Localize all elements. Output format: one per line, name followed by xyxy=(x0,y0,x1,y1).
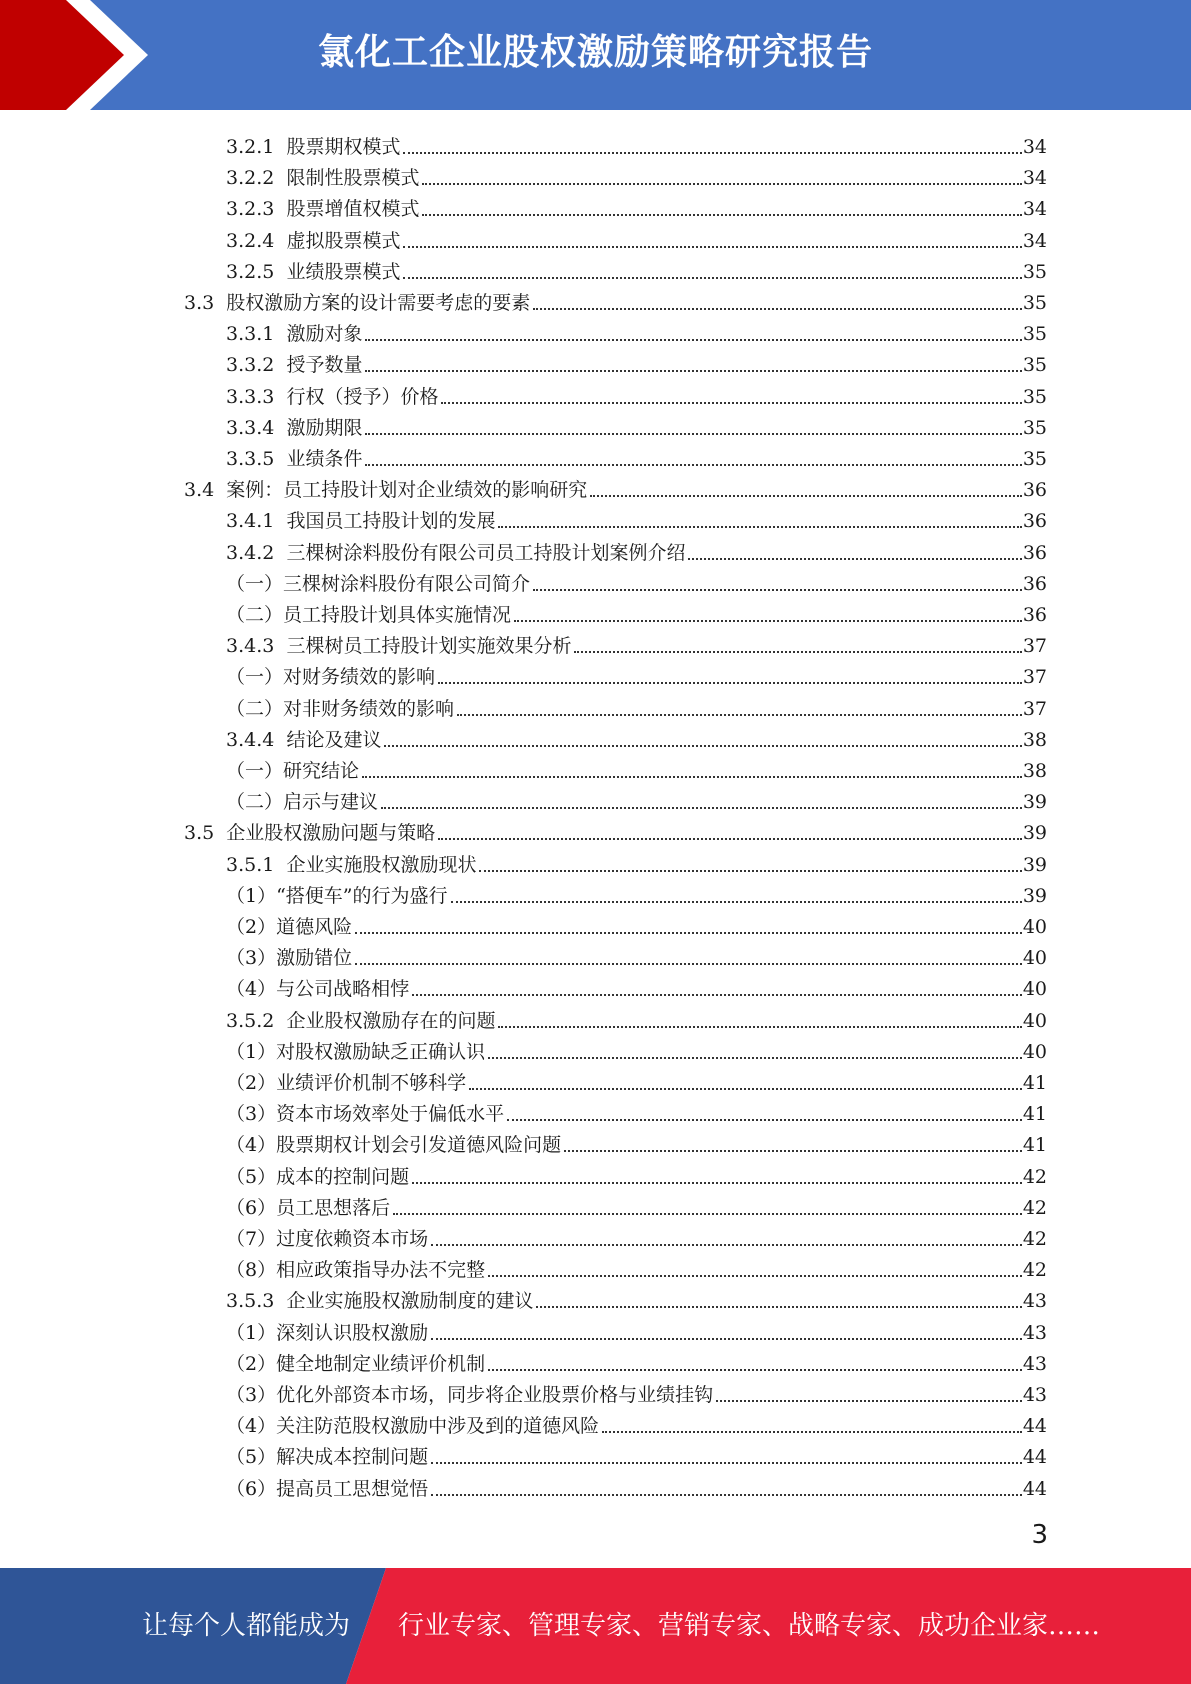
toc-entry-page: 38 xyxy=(1022,760,1047,782)
toc-dot-leader xyxy=(498,526,1021,528)
toc-entry[interactable] xyxy=(226,1064,1047,1095)
report-title: 氯化工企业股权激励策略研究报告 xyxy=(317,32,873,73)
toc-entry-page: 44 xyxy=(1022,1446,1047,1469)
toc-entry-page: 43 xyxy=(1022,1321,1047,1344)
toc-entry-title: （4）股票期权计划会引发道德风险问题 xyxy=(226,1134,562,1157)
toc-dot-leader xyxy=(365,370,1021,372)
toc-entry-number: 3.3.3 xyxy=(226,385,287,408)
toc-entry[interactable] xyxy=(226,440,1047,471)
toc-entry[interactable] xyxy=(226,1376,1047,1407)
toc-entry[interactable] xyxy=(226,315,1047,346)
toc-entry-page: 43 xyxy=(1022,1384,1047,1406)
toc-entry[interactable] xyxy=(226,846,1047,877)
toc-entry-page: 43 xyxy=(1022,1290,1047,1313)
toc-entry-page: 40 xyxy=(1022,916,1047,938)
toc-entry-page: 36 xyxy=(1022,541,1047,564)
toc-dot-leader xyxy=(590,495,1022,497)
toc-dot-leader xyxy=(431,1338,1022,1340)
toc-dot-leader xyxy=(403,246,1021,248)
toc-entry-title: 业绩条件 xyxy=(286,448,363,470)
page-footer xyxy=(0,1568,1191,1684)
toc-entry-title: （一）对财务绩效的影响 xyxy=(226,666,436,689)
toc-entry-title: 企业股权激励问题与策略 xyxy=(226,822,436,845)
toc-entry-page: 42 xyxy=(1022,1196,1047,1219)
page-number: 3 xyxy=(1031,1520,1048,1550)
toc-entry[interactable] xyxy=(226,534,1047,565)
toc-entry-number: 3.4.3 xyxy=(226,635,287,658)
toc-entry-page: 42 xyxy=(1022,1259,1047,1282)
toc-entry[interactable] xyxy=(226,939,1047,970)
toc-dot-leader xyxy=(422,183,1021,185)
toc-entry[interactable] xyxy=(184,814,1047,845)
toc-entry-title: 企业实施股权激励现状 xyxy=(286,853,477,876)
toc-entry-title: （3）资本市场效率处于偏低水平 xyxy=(226,1103,505,1126)
toc-entry-title: 激励对象 xyxy=(286,323,363,346)
toc-entry[interactable] xyxy=(226,1002,1047,1033)
toc-entry-title: （一）三棵树涂料股份有限公司简介 xyxy=(226,572,531,595)
toc-entry-page: 36 xyxy=(1022,604,1047,626)
footer-slogan-left: 让每个人都能成为 xyxy=(142,1611,351,1641)
toc-entry-number: 3.2.2 xyxy=(226,167,287,190)
toc-entry-title: 股票增值权模式 xyxy=(286,198,420,221)
toc-entry[interactable] xyxy=(226,877,1047,908)
toc-entry-page: 34 xyxy=(1022,167,1047,190)
toc-entry[interactable] xyxy=(226,1282,1047,1313)
toc-entry[interactable] xyxy=(226,1158,1047,1189)
toc-entry[interactable] xyxy=(226,908,1047,939)
toc-entry-page: 42 xyxy=(1022,1228,1047,1250)
toc-dot-leader xyxy=(355,932,1022,934)
toc-entry[interactable] xyxy=(226,378,1047,409)
toc-dot-leader xyxy=(488,1057,1022,1059)
toc-dot-leader xyxy=(602,1431,1022,1433)
toc-dot-leader xyxy=(469,1088,1022,1090)
toc-entry-title: （1）对股权激励缺乏正确认识 xyxy=(226,1040,486,1063)
toc-dot-leader xyxy=(381,807,1022,809)
toc-dot-leader xyxy=(365,339,1021,341)
toc-dot-leader xyxy=(564,1150,1022,1152)
toc-entry[interactable] xyxy=(226,159,1047,190)
toc-entry-number: 3.2.4 xyxy=(226,229,287,252)
toc-entry[interactable] xyxy=(226,970,1047,1001)
toc-entry-title: （二）员工持股计划具体实施情况 xyxy=(226,604,512,626)
toc-entry-title: （二）启示与建议 xyxy=(226,791,379,814)
toc-entry[interactable] xyxy=(226,1189,1047,1220)
toc-entry-title: （2）道德风险 xyxy=(226,916,353,938)
toc-dot-leader xyxy=(438,682,1022,684)
toc-entry[interactable] xyxy=(226,1438,1047,1469)
toc-entry-number: 3.3.4 xyxy=(226,416,287,439)
toc-entry[interactable] xyxy=(226,596,1047,627)
toc-entry-title: 企业实施股权激励制度的建议 xyxy=(286,1290,534,1313)
toc-entry-number: 3.5 xyxy=(184,822,227,845)
toc-entry-number: 3.5.2 xyxy=(226,1009,287,1032)
toc-entry[interactable] xyxy=(226,1314,1047,1345)
toc-entry-title: （6）员工思想落后 xyxy=(226,1196,391,1219)
toc-entry-number: 3.5.1 xyxy=(226,853,287,876)
toc-entry[interactable] xyxy=(226,128,1047,159)
toc-dot-leader xyxy=(431,1244,1022,1246)
toc-entry-page: 40 xyxy=(1022,978,1047,1001)
toc-entry-page: 36 xyxy=(1022,510,1047,533)
toc-entry[interactable] xyxy=(226,1126,1047,1157)
toc-entry[interactable] xyxy=(226,1407,1047,1438)
toc-entry-title: （6）提高员工思想觉悟 xyxy=(226,1477,429,1500)
toc-entry-number: 3.3.2 xyxy=(226,354,287,377)
toc-dot-leader xyxy=(422,214,1021,216)
toc-entry-page: 35 xyxy=(1022,448,1047,470)
toc-dot-leader xyxy=(574,651,1021,653)
toc-dot-leader xyxy=(362,776,1022,778)
toc-entry[interactable] xyxy=(226,1220,1047,1251)
toc-entry-number: 3.4.1 xyxy=(226,510,287,533)
toc-entry-title: （5）成本的控制问题 xyxy=(226,1165,410,1188)
toc-dot-leader xyxy=(533,589,1022,591)
toc-entry-title: （4）关注防范股权激励中涉及到的道德风险 xyxy=(226,1415,600,1438)
toc-entry-page: 35 xyxy=(1022,416,1047,439)
toc-dot-leader xyxy=(403,152,1021,154)
toc-entry-page: 35 xyxy=(1022,323,1047,346)
toc-entry[interactable] xyxy=(226,721,1047,752)
toc-dot-leader xyxy=(441,402,1021,404)
toc-dot-leader xyxy=(365,464,1021,466)
toc-entry-page: 41 xyxy=(1022,1134,1047,1157)
toc-entry-title: 企业股权激励存在的问题 xyxy=(286,1009,496,1032)
toc-entry-title: 股权激励方案的设计需要考虑的要素 xyxy=(226,292,531,314)
toc-entry-number: 3.3 xyxy=(184,292,227,314)
toc-entry[interactable] xyxy=(226,1033,1047,1064)
toc-dot-leader xyxy=(488,1275,1022,1277)
toc-entry-page: 40 xyxy=(1022,1009,1047,1032)
toc-entry[interactable] xyxy=(226,1251,1047,1282)
toc-entry-page: 41 xyxy=(1022,1103,1047,1126)
toc-entry-title: 行权（授予）价格 xyxy=(286,385,439,408)
toc-entry-title: （3）优化外部资本市场，同步将企业股票价格与业绩挂钩 xyxy=(226,1384,714,1406)
toc-entry[interactable] xyxy=(226,658,1047,689)
toc-entry[interactable] xyxy=(226,190,1047,221)
toc-entry-page: 35 xyxy=(1022,292,1047,314)
toc-dot-leader xyxy=(393,1213,1022,1215)
toc-dot-leader xyxy=(451,901,1022,903)
toc-entry[interactable] xyxy=(226,627,1047,658)
toc-dot-leader xyxy=(403,277,1021,279)
page-header xyxy=(0,0,1191,110)
toc-entry[interactable] xyxy=(226,253,1047,284)
toc-entry-title: 授予数量 xyxy=(286,354,363,377)
toc-entry-page: 39 xyxy=(1022,791,1047,814)
toc-entry-page: 40 xyxy=(1022,1040,1047,1063)
toc-dot-leader xyxy=(507,1119,1022,1121)
toc-entry-title: 三棵树员工持股计划实施效果分析 xyxy=(286,635,572,658)
toc-entry-page: 37 xyxy=(1022,697,1047,720)
toc-entry-title: （5）解决成本控制问题 xyxy=(226,1446,429,1469)
toc-entry-page: 44 xyxy=(1022,1415,1047,1438)
toc-entry-number: 3.2.3 xyxy=(226,198,287,221)
toc-dot-leader xyxy=(365,433,1021,435)
toc-entry-page: 40 xyxy=(1022,947,1047,970)
toc-dot-leader xyxy=(716,1400,1022,1402)
toc-entry-title: 业绩股票模式 xyxy=(286,260,401,283)
toc-entry-title: 三棵树涂料股份有限公司员工持股计划案例介绍 xyxy=(286,541,686,564)
toc-entry-title: （8）相应政策指导办法不完整 xyxy=(226,1259,486,1282)
toc-entry-title: （4）与公司战略相悖 xyxy=(226,978,410,1001)
toc-entry[interactable] xyxy=(226,1095,1047,1126)
toc-entry-title: （3）激励错位 xyxy=(226,947,353,970)
toc-entry[interactable] xyxy=(226,752,1047,783)
toc-entry-title: （2）健全地制定业绩评价机制 xyxy=(226,1352,486,1375)
toc-entry-page: 34 xyxy=(1022,198,1047,221)
toc-dot-leader xyxy=(479,870,1021,872)
toc-entry-page: 36 xyxy=(1022,479,1047,502)
toc-dot-leader xyxy=(533,308,1022,310)
toc-dot-leader xyxy=(688,558,1021,560)
toc-entry[interactable] xyxy=(226,502,1047,533)
toc-entry-title: 结论及建议 xyxy=(286,728,382,751)
toc-entry-title: （2）业绩评价机制不够科学 xyxy=(226,1072,467,1094)
toc-entry-page: 38 xyxy=(1022,728,1047,751)
toc-entry-number: 3.3.5 xyxy=(226,448,287,470)
toc-entry-number: 3.5.3 xyxy=(226,1290,287,1313)
toc-dot-leader xyxy=(412,1182,1022,1184)
toc-dot-leader xyxy=(514,620,1022,622)
toc-dot-leader xyxy=(412,994,1022,996)
toc-entry[interactable] xyxy=(226,409,1047,440)
footer-slogan-right: 行业专家、管理专家、营销专家、战略专家、成功企业家…… xyxy=(398,1611,1101,1641)
toc-entry-title: 我国员工持股计划的发展 xyxy=(286,510,496,533)
toc-entry-page: 42 xyxy=(1022,1165,1047,1188)
toc-dot-leader xyxy=(498,1026,1021,1028)
toc-entry-title: 激励期限 xyxy=(286,416,363,439)
toc-dot-leader xyxy=(431,1494,1022,1496)
toc-dot-leader xyxy=(488,1369,1022,1371)
toc-dot-leader xyxy=(384,745,1021,747)
toc-entry-number: 3.4 xyxy=(184,479,227,502)
toc-entry-title: （二）对非财务绩效的影响 xyxy=(226,697,455,720)
toc-dot-leader xyxy=(536,1306,1021,1308)
toc-entry-page: 36 xyxy=(1022,572,1047,595)
toc-entry-number: 3.3.1 xyxy=(226,323,287,346)
toc-entry-page: 35 xyxy=(1022,385,1047,408)
toc-entry-number: 3.4.2 xyxy=(226,541,287,564)
toc-dot-leader xyxy=(431,1462,1022,1464)
toc-entry-title: 案例：员工持股计划对企业绩效的影响研究 xyxy=(226,479,588,502)
toc-entry-title: （1）深刻认识股权激励 xyxy=(226,1321,429,1344)
toc-entry[interactable] xyxy=(226,690,1047,721)
toc-entry-number: 3.4.4 xyxy=(226,728,287,751)
toc-entry[interactable] xyxy=(226,783,1047,814)
toc-entry[interactable] xyxy=(226,222,1047,253)
toc-entry-page: 39 xyxy=(1022,853,1047,876)
toc-entry[interactable] xyxy=(226,1345,1047,1376)
toc-entry-number: 3.2.1 xyxy=(226,136,287,158)
toc-entry[interactable] xyxy=(226,1470,1047,1501)
toc-entry[interactable] xyxy=(184,471,1047,502)
toc-entry[interactable] xyxy=(226,346,1047,377)
toc-entry-page: 37 xyxy=(1022,666,1047,689)
toc-entry-page: 34 xyxy=(1022,136,1047,158)
toc-entry-number: 3.2.5 xyxy=(226,260,287,283)
toc-entry-page: 35 xyxy=(1022,260,1047,283)
toc-entry-title: （7）过度依赖资本市场 xyxy=(226,1228,429,1250)
toc-entry[interactable] xyxy=(184,284,1047,315)
toc-entry-page: 35 xyxy=(1022,354,1047,377)
toc-entry-title: （一）研究结论 xyxy=(226,760,360,782)
toc-entry-title: 限制性股票模式 xyxy=(286,167,420,190)
toc-entry-page: 41 xyxy=(1022,1072,1047,1094)
toc-entry-title: （1）“搭便车”的行为盛行 xyxy=(226,884,448,907)
toc-entry-title: 虚拟股票模式 xyxy=(286,229,401,252)
toc-entry-page: 34 xyxy=(1022,229,1047,252)
toc-entry-page: 39 xyxy=(1022,884,1047,907)
toc-entry[interactable] xyxy=(226,565,1047,596)
toc-dot-leader xyxy=(438,838,1022,840)
toc-entry-title: 股票期权模式 xyxy=(286,136,401,158)
toc-entry-page: 39 xyxy=(1022,822,1047,845)
toc-dot-leader xyxy=(457,714,1022,716)
toc-dot-leader xyxy=(355,963,1022,965)
toc-entry-page: 43 xyxy=(1022,1352,1047,1375)
toc-entry-page: 37 xyxy=(1022,635,1047,658)
toc-entry-page: 44 xyxy=(1022,1477,1047,1500)
